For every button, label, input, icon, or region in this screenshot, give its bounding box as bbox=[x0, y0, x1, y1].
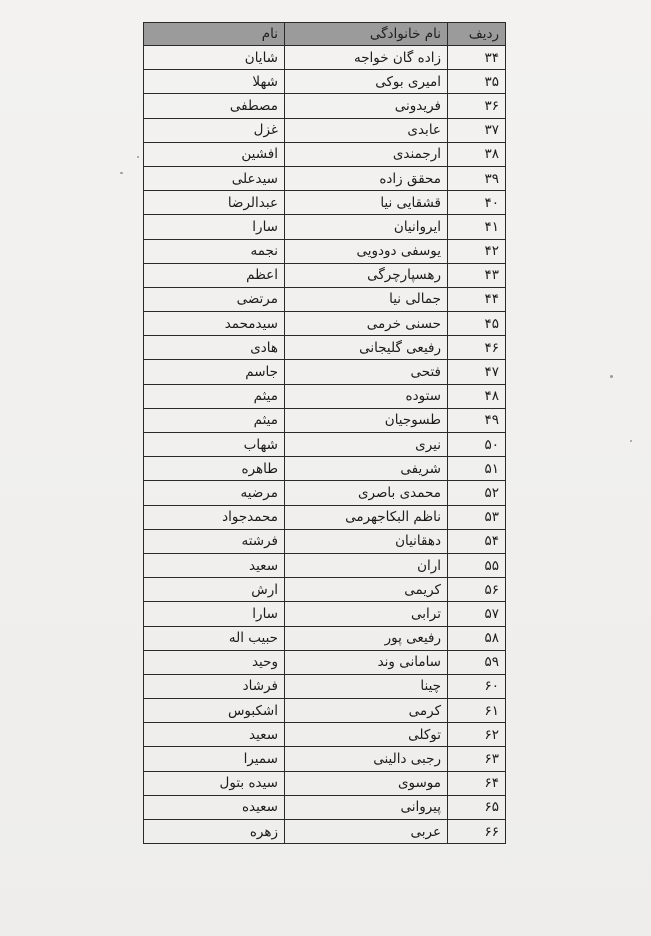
row-index: ۴۹ bbox=[448, 408, 506, 432]
row-index: ۴۱ bbox=[448, 215, 506, 239]
row-family-name: محمدی باصری bbox=[285, 481, 448, 505]
row-first-name: عبدالرضا bbox=[144, 191, 285, 215]
row-index: ۶۵ bbox=[448, 795, 506, 819]
row-first-name: اشکبوس bbox=[144, 699, 285, 723]
row-first-name: ارش bbox=[144, 578, 285, 602]
row-family-name: جمالی نیا bbox=[285, 287, 448, 311]
row-first-name: فرشته bbox=[144, 529, 285, 553]
row-family-name: ترابی bbox=[285, 602, 448, 626]
table-row bbox=[144, 118, 506, 142]
table-row bbox=[144, 820, 506, 844]
row-family-name: امیری بوکی bbox=[285, 70, 448, 94]
row-first-name: جاسم bbox=[144, 360, 285, 384]
row-family-name: طسوجیان bbox=[285, 408, 448, 432]
row-family-name: ستوده bbox=[285, 384, 448, 408]
table-row bbox=[144, 215, 506, 239]
scan-speck bbox=[137, 156, 139, 158]
row-first-name: شهاب bbox=[144, 433, 285, 457]
row-index: ۳۷ bbox=[448, 118, 506, 142]
table-row bbox=[144, 312, 506, 336]
table-header-row bbox=[144, 23, 506, 46]
row-family-name: نیری bbox=[285, 433, 448, 457]
row-family-name: شریفی bbox=[285, 457, 448, 481]
table-row bbox=[144, 287, 506, 311]
table-row bbox=[144, 46, 506, 70]
table-row bbox=[144, 166, 506, 190]
table-row bbox=[144, 457, 506, 481]
row-index: ۶۱ bbox=[448, 699, 506, 723]
roster-table bbox=[143, 22, 506, 844]
row-index: ۶۶ bbox=[448, 820, 506, 844]
row-index: ۵۰ bbox=[448, 433, 506, 457]
row-family-name: پیروانی bbox=[285, 795, 448, 819]
row-first-name: سیده بتول bbox=[144, 771, 285, 795]
scan-speck bbox=[630, 440, 632, 442]
row-index: ۶۴ bbox=[448, 771, 506, 795]
row-index: ۵۳ bbox=[448, 505, 506, 529]
row-index: ۶۲ bbox=[448, 723, 506, 747]
row-first-name: مرتضی bbox=[144, 287, 285, 311]
row-first-name: میثم bbox=[144, 408, 285, 432]
row-index: ۵۱ bbox=[448, 457, 506, 481]
row-first-name: زهره bbox=[144, 820, 285, 844]
row-first-name: سارا bbox=[144, 215, 285, 239]
row-first-name: میثم bbox=[144, 384, 285, 408]
row-index: ۶۳ bbox=[448, 747, 506, 771]
table-row bbox=[144, 771, 506, 795]
header-family-name: نام خانوادگی bbox=[285, 23, 448, 46]
row-first-name: طاهره bbox=[144, 457, 285, 481]
row-first-name: سمیرا bbox=[144, 747, 285, 771]
row-first-name: سیدمحمد bbox=[144, 312, 285, 336]
table-row bbox=[144, 578, 506, 602]
row-family-name: توکلی bbox=[285, 723, 448, 747]
table-row bbox=[144, 505, 506, 529]
row-index: ۴۸ bbox=[448, 384, 506, 408]
table-row bbox=[144, 747, 506, 771]
row-index: ۴۲ bbox=[448, 239, 506, 263]
scan-speck bbox=[120, 172, 123, 174]
row-family-name: عربی bbox=[285, 820, 448, 844]
table-row bbox=[144, 626, 506, 650]
row-family-name: زاده گان خواجه bbox=[285, 46, 448, 70]
row-index: ۳۶ bbox=[448, 94, 506, 118]
table-body bbox=[144, 46, 506, 844]
row-index: ۴۴ bbox=[448, 287, 506, 311]
row-first-name: محمدجواد bbox=[144, 505, 285, 529]
row-first-name: شایان bbox=[144, 46, 285, 70]
row-family-name: قشقایی نیا bbox=[285, 191, 448, 215]
row-index: ۵۴ bbox=[448, 529, 506, 553]
table-row bbox=[144, 191, 506, 215]
row-family-name: ارجمندی bbox=[285, 142, 448, 166]
table-row bbox=[144, 433, 506, 457]
row-first-name: شهلا bbox=[144, 70, 285, 94]
row-family-name: موسوی bbox=[285, 771, 448, 795]
row-index: ۳۸ bbox=[448, 142, 506, 166]
row-family-name: محقق زاده bbox=[285, 166, 448, 190]
row-family-name: رجبی دالینی bbox=[285, 747, 448, 771]
table-row bbox=[144, 70, 506, 94]
table-row bbox=[144, 723, 506, 747]
row-family-name: کریمی bbox=[285, 578, 448, 602]
row-first-name: سیدعلی bbox=[144, 166, 285, 190]
row-family-name: حسنی خرمی bbox=[285, 312, 448, 336]
row-index: ۴۵ bbox=[448, 312, 506, 336]
row-family-name: رفیعی گلیجانی bbox=[285, 336, 448, 360]
row-index: ۴۳ bbox=[448, 263, 506, 287]
header-first-name: نام bbox=[144, 23, 285, 46]
row-first-name: هادی bbox=[144, 336, 285, 360]
row-first-name: سعید bbox=[144, 723, 285, 747]
row-first-name: افشین bbox=[144, 142, 285, 166]
table-row bbox=[144, 408, 506, 432]
row-first-name: اعظم bbox=[144, 263, 285, 287]
row-family-name: چینا bbox=[285, 674, 448, 698]
row-family-name: عابدی bbox=[285, 118, 448, 142]
row-first-name: مصطفی bbox=[144, 94, 285, 118]
row-index: ۵۲ bbox=[448, 481, 506, 505]
row-first-name: سعید bbox=[144, 553, 285, 577]
table-row bbox=[144, 481, 506, 505]
row-family-name: کرمی bbox=[285, 699, 448, 723]
row-first-name: غزل bbox=[144, 118, 285, 142]
scan-speck bbox=[610, 375, 613, 378]
row-index: ۵۸ bbox=[448, 626, 506, 650]
row-index: ۳۴ bbox=[448, 46, 506, 70]
table-row bbox=[144, 529, 506, 553]
table-row bbox=[144, 699, 506, 723]
row-family-name: رهسپارچرگی bbox=[285, 263, 448, 287]
row-first-name: نجمه bbox=[144, 239, 285, 263]
table-row bbox=[144, 795, 506, 819]
table-row bbox=[144, 336, 506, 360]
table-row bbox=[144, 553, 506, 577]
row-first-name: فرشاد bbox=[144, 674, 285, 698]
row-family-name: دهقانیان bbox=[285, 529, 448, 553]
row-family-name: ناظم البکاجهرمی bbox=[285, 505, 448, 529]
table-row bbox=[144, 674, 506, 698]
row-first-name: وحید bbox=[144, 650, 285, 674]
table-row bbox=[144, 94, 506, 118]
row-index: ۴۶ bbox=[448, 336, 506, 360]
row-index: ۶۰ bbox=[448, 674, 506, 698]
row-index: ۵۹ bbox=[448, 650, 506, 674]
row-family-name: اران bbox=[285, 553, 448, 577]
row-first-name: حبیب اله bbox=[144, 626, 285, 650]
table-row bbox=[144, 142, 506, 166]
row-family-name: فریدونی bbox=[285, 94, 448, 118]
row-family-name: یوسفی دودویی bbox=[285, 239, 448, 263]
table-row bbox=[144, 263, 506, 287]
row-index: ۴۰ bbox=[448, 191, 506, 215]
row-index: ۳۹ bbox=[448, 166, 506, 190]
row-index: ۵۷ bbox=[448, 602, 506, 626]
row-family-name: ایروانیان bbox=[285, 215, 448, 239]
row-index: ۵۶ bbox=[448, 578, 506, 602]
row-index: ۳۵ bbox=[448, 70, 506, 94]
table-row bbox=[144, 360, 506, 384]
row-index: ۴۷ bbox=[448, 360, 506, 384]
table-row bbox=[144, 602, 506, 626]
row-first-name: مرضیه bbox=[144, 481, 285, 505]
table-row bbox=[144, 650, 506, 674]
row-first-name: سعیده bbox=[144, 795, 285, 819]
row-family-name: رفیعی پور bbox=[285, 626, 448, 650]
row-family-name: فتحی bbox=[285, 360, 448, 384]
table-row bbox=[144, 384, 506, 408]
row-index: ۵۵ bbox=[448, 553, 506, 577]
row-first-name: سارا bbox=[144, 602, 285, 626]
row-family-name: سامانی وند bbox=[285, 650, 448, 674]
table-row bbox=[144, 239, 506, 263]
header-index: ردیف bbox=[448, 23, 506, 46]
